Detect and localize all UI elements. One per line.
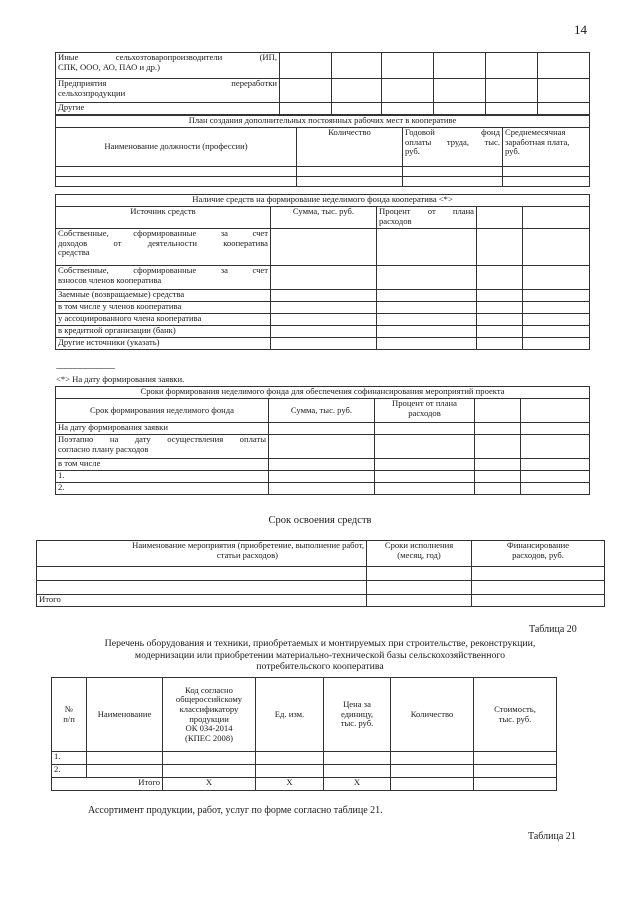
fund-terms-table <box>55 386 590 495</box>
section-title: Срок освоения средств <box>268 515 372 526</box>
footnote: <*> На дату формирования заявки. <box>56 374 185 384</box>
assortment-text: Ассортимент продукции, работ, услуг по форме согласно таблице 21. <box>88 805 383 816</box>
equipment-table <box>51 677 557 791</box>
row-num: 1. <box>52 752 87 765</box>
x-mark: X <box>256 778 324 791</box>
row-label: 1. <box>56 471 269 483</box>
header-unit: Ед. изм. <box>256 678 324 752</box>
jobs-table <box>55 115 590 187</box>
header-sum: Сумма, тыс. руб. <box>271 207 377 229</box>
footnote-separator: -------------------------------- <box>56 364 115 372</box>
header-cost: Стоимость, тыс. руб. <box>474 678 557 752</box>
header-price: Цена за единицу, тыс. руб. <box>324 678 391 752</box>
x-mark: X <box>324 778 391 791</box>
table20-title: Перечень оборудования и техники, приобретаемых и монтируемых при строительстве, реконструкции, модернизации или приобретении материально-технической базы сельскохозяйственного потребительского кооператива <box>104 638 536 672</box>
row-label: в кредитной организации (банк) <box>56 326 271 338</box>
row-label: Иные сельхозтоваропроизводители (ИП, СПК, ООО, АО, ПАО и др.) <box>56 53 280 79</box>
row-num: 2. <box>52 765 87 778</box>
funds-table <box>55 194 590 350</box>
producers-table <box>55 52 590 115</box>
row-label: в том числе у членов кооператива <box>56 302 271 314</box>
header-fund: Годовой фонд оплаты труда, тыс. руб. <box>403 128 503 167</box>
row-label: в том числе <box>56 459 269 471</box>
header-source: Источник средств <box>56 207 271 229</box>
header-sum: Сумма, тыс. руб. <box>269 399 375 423</box>
fund-terms-title: Сроки формирования неделимого фонда для обеспечения софинансирования мероприятий проекта <box>56 387 590 399</box>
total-label: Итого <box>52 778 163 791</box>
row-label: у ассоциированного члена кооператива <box>56 314 271 326</box>
header-pct: Процент от плана расходов <box>375 399 475 423</box>
header-fin: Финансирование расходов, руб. <box>472 541 605 567</box>
row-label: Заемные (возвращаемые) средства <box>56 290 271 302</box>
timeline-table <box>36 540 605 607</box>
header-qty: Количество <box>391 678 474 752</box>
x-mark: X <box>163 778 256 791</box>
row-label: Предприятия переработки сельхозпродукции <box>56 79 280 103</box>
funds-table-title: Наличие средств на формирование неделимого фонда кооператива <*> <box>56 195 590 207</box>
header-qty: Количество <box>297 128 403 167</box>
row-label: Собственные, сформированные за счет доходов от деятельности кооператива средства <box>56 229 271 266</box>
header-salary: Среднемесячная заработная плата, руб. <box>503 128 590 167</box>
header-pct: Процент от плана расходов <box>377 207 477 229</box>
table20-label: Таблица 20 <box>529 624 577 635</box>
header-name: Наименование мероприятия (приобретение, выполнение работ, статьи расходов) <box>37 541 367 567</box>
jobs-table-title: План создания дополнительных постоянных рабочих мест в кооперативе <box>56 116 590 128</box>
row-label: 2. <box>56 483 269 495</box>
header-num: № п/п <box>52 678 87 752</box>
page-number: 14 <box>574 22 587 37</box>
total-label: Итого <box>37 595 367 607</box>
header-name: Наименование <box>87 678 163 752</box>
row-label: Другие источники (указать) <box>56 338 271 350</box>
header-position: Наименование должности (профессии) <box>56 128 297 167</box>
header-term: Сроки исполнения (месяц, год) <box>367 541 472 567</box>
row-label: Собственные, сформированные за счет взносов членов кооператива <box>56 266 271 290</box>
header-term: Срок формирования неделимого фонда <box>56 399 269 423</box>
row-label: Другие <box>56 103 280 115</box>
row-label: Поэтапно на дату осуществления оплаты согласно плану расходов <box>56 435 269 459</box>
table21-label: Таблица 21 <box>528 831 576 842</box>
header-code: Код согласно общероссийскому классификатору продукции ОК 034-2014 (КПЕС 2008) <box>163 678 256 752</box>
row-label: На дату формирования заявки <box>56 423 269 435</box>
